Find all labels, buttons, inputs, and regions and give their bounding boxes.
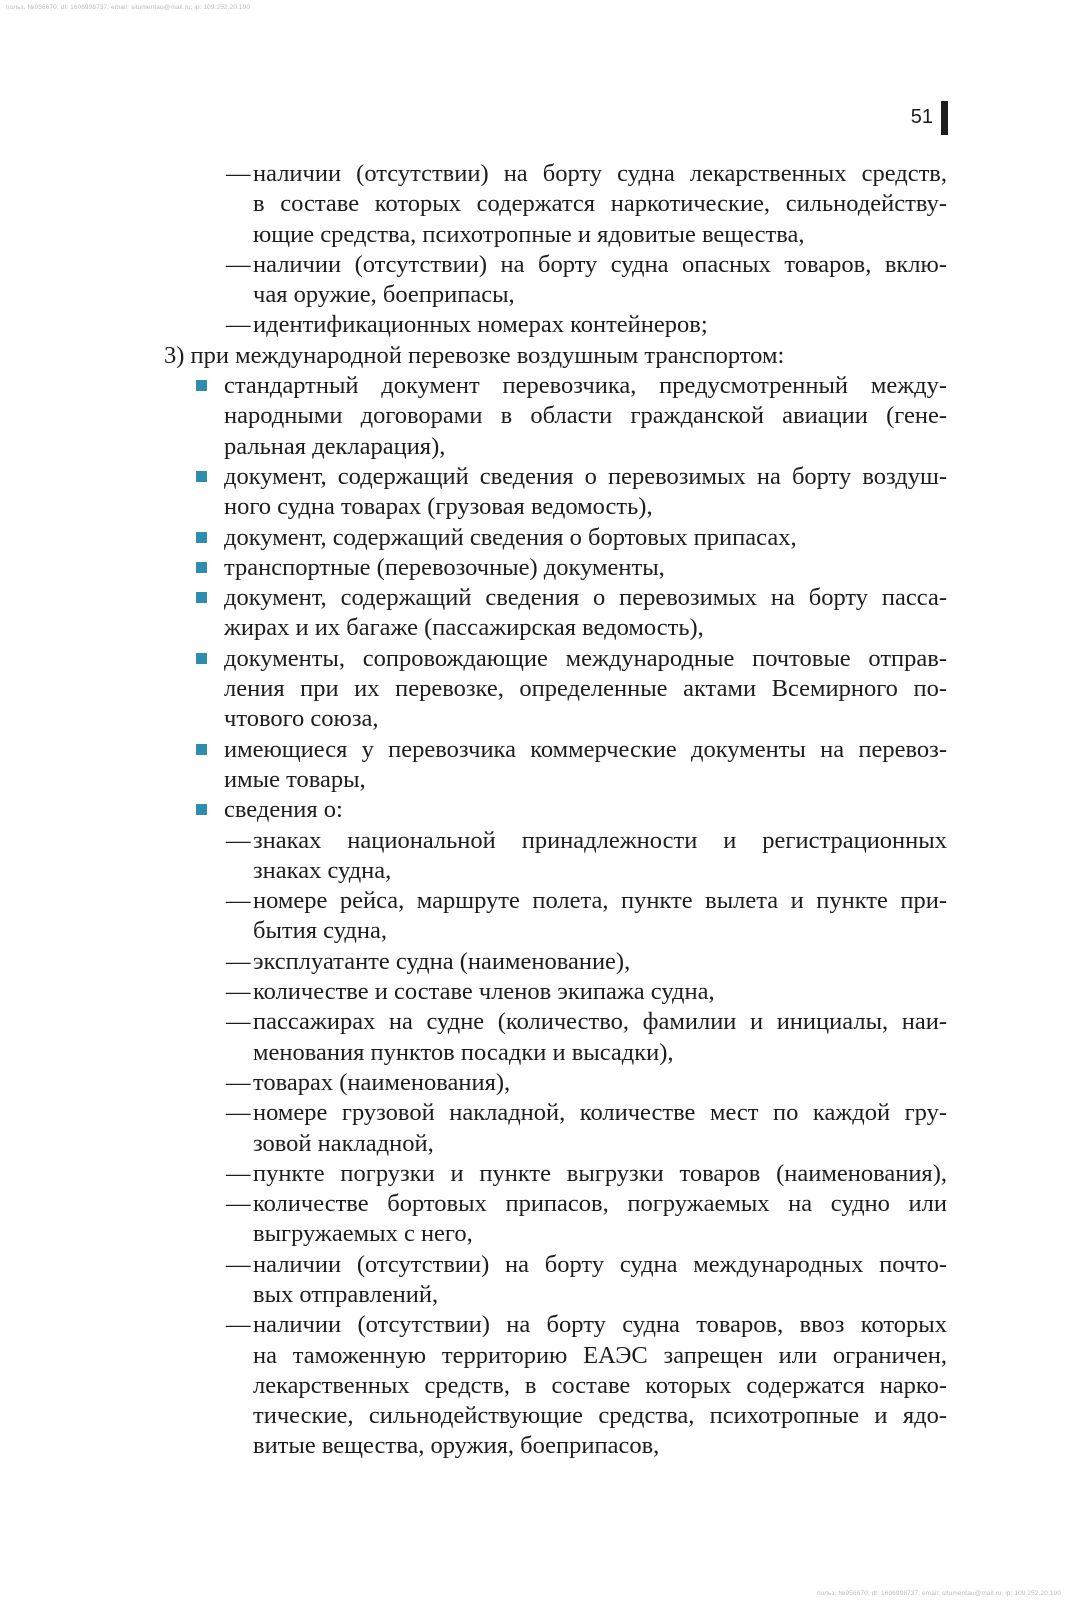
- line-text: товарах (наименования),: [253, 1068, 511, 1096]
- line-text: номере рейса, маршруте полета, пункте вылета и пункте при-: [253, 887, 947, 915]
- line-text: наличии (отсутствии) на борту судна лекарственных средств,: [253, 160, 947, 187]
- text-line: [0, 977, 1067, 1007]
- text-line: [0, 1129, 1067, 1159]
- dash-marker: —: [226, 1159, 251, 1187]
- text-line: [0, 1068, 1067, 1098]
- text-line: [0, 613, 1067, 643]
- text-line: [0, 462, 1067, 492]
- line-text: знаках судна,: [253, 856, 392, 884]
- line-text: стандартный документ перевозчика, предусмотренный между-: [224, 372, 947, 400]
- square-bullet-icon: [196, 744, 207, 755]
- text-line: [0, 189, 1067, 219]
- dash-marker: —: [226, 1008, 251, 1036]
- text-line: [0, 401, 1067, 431]
- text-line: [0, 1431, 1067, 1461]
- text-line: [0, 1401, 1067, 1431]
- text-line: [0, 765, 1067, 795]
- text-line: [0, 1007, 1067, 1037]
- square-bullet-icon: [196, 592, 207, 603]
- text-line: [0, 916, 1067, 946]
- text-line: [0, 947, 1067, 977]
- dash-marker: —: [226, 311, 251, 339]
- text-line: [0, 159, 1067, 189]
- text-line: [0, 1159, 1067, 1189]
- line-text: чая оружие, боеприпасы,: [253, 281, 515, 309]
- text-line: [0, 856, 1067, 886]
- text-line: [0, 1310, 1067, 1340]
- square-bullet-icon: [196, 380, 207, 391]
- line-text: зовой накладной,: [253, 1129, 434, 1157]
- page-body: [0, 159, 1067, 1462]
- dash-marker: —: [226, 1250, 251, 1278]
- line-text: ления при их перевозке, определенные актами Всемирного по-: [224, 675, 947, 703]
- page-number: 51: [910, 106, 933, 128]
- line-text: выгружаемых с него,: [253, 1220, 473, 1248]
- text-line: [0, 432, 1067, 462]
- line-text: бытия судна,: [253, 917, 387, 945]
- line-text: ющие средства, психотропные и ядовитые вещества,: [253, 220, 805, 248]
- dash-marker: —: [226, 1190, 251, 1218]
- text-line: [0, 310, 1067, 340]
- text-line: [0, 886, 1067, 916]
- text-line: [0, 1341, 1067, 1371]
- line-text: жирах и их багаже (пассажирская ведомость),: [224, 614, 704, 642]
- text-line: [0, 583, 1067, 613]
- text-line: [0, 1219, 1067, 1249]
- dash-marker: —: [226, 826, 251, 854]
- dash-marker: —: [226, 250, 251, 278]
- line-text: в составе которых содержатся наркотические, сильнодейству-: [253, 190, 947, 218]
- line-text: имые товары,: [224, 765, 366, 793]
- text-line: [0, 220, 1067, 250]
- line-text: количестве и составе членов экипажа судна,: [253, 978, 715, 1006]
- line-text: документ, содержащий сведения о бортовых припасах,: [224, 523, 797, 551]
- line-text: пассажирах на судне (количество, фамилии и инициалы, наи-: [253, 1008, 947, 1036]
- dash-marker: —: [226, 160, 251, 187]
- text-line: [0, 250, 1067, 280]
- line-text: номере грузовой накладной, количестве мест по каждой гру-: [253, 1099, 947, 1127]
- dash-marker: —: [226, 1099, 251, 1127]
- dash-marker: —: [226, 887, 251, 915]
- line-text: менования пунктов посадки и высадки),: [253, 1038, 674, 1066]
- text-line: [0, 1038, 1067, 1068]
- text-line: [0, 553, 1067, 583]
- square-bullet-icon: [196, 562, 207, 573]
- line-text: чтового союза,: [224, 705, 379, 733]
- line-text: документы, сопровождающие международные почтовые отправ-: [224, 644, 947, 672]
- text-line: [0, 644, 1067, 674]
- text-line: [0, 341, 1067, 371]
- line-text: ного судна товарах (грузовая ведомость),: [224, 493, 653, 521]
- line-text: количестве бортовых припасов, погружаемых на судно или: [253, 1190, 947, 1218]
- text-line: [0, 1250, 1067, 1280]
- text-line: [0, 1098, 1067, 1128]
- line-text: народными договорами в области гражданской авиации (гене-: [224, 402, 947, 430]
- watermark-bottom: польз. №956670; dt: 1606998737; email: situmentau@mail.ru; ip: 109.252.20.190: [816, 1590, 1061, 1597]
- watermark-top: польз. №956670; dt: 1606998737; email: situmentau@mail.ru; ip: 109.252.20.190: [6, 4, 251, 11]
- line-text: тические, сильнодействующие средства, психотропные и ядо-: [253, 1402, 947, 1430]
- line-text: имеющиеся у перевозчика коммерческие документы на перевоз-: [224, 735, 947, 763]
- square-bullet-icon: [196, 532, 207, 543]
- text-line: [0, 1189, 1067, 1219]
- line-text: наличии (отсутствии) на борту судна международных почто-: [253, 1250, 947, 1278]
- line-text: идентификационных номерах контейнеров;: [253, 311, 708, 339]
- line-text: вых отправлений,: [253, 1280, 439, 1308]
- dash-marker: —: [226, 1068, 251, 1096]
- line-text: пункте погрузки и пункте выгрузки товаров (наименования),: [253, 1159, 947, 1187]
- line-text: витые вещества, оружия, боеприпасов,: [253, 1432, 660, 1460]
- line-text: наличии (отсутствии) на борту судна опасных товаров, вклю-: [253, 250, 947, 278]
- square-bullet-icon: [196, 653, 207, 664]
- text-line: [0, 1280, 1067, 1310]
- text-line: [0, 280, 1067, 310]
- dash-marker: —: [226, 978, 251, 1006]
- line-text: документ, содержащий сведения о перевозимых на борту пасса-: [224, 584, 947, 612]
- text-line: [0, 371, 1067, 401]
- line-text: знаках национальной принадлежности и регистрационных: [253, 826, 947, 854]
- dash-marker: —: [226, 947, 251, 975]
- line-text: эксплуатанте судна (наименование),: [253, 947, 631, 975]
- dash-marker: —: [226, 1311, 251, 1339]
- page-number-marker: [941, 101, 948, 135]
- line-text: на таможенную территорию ЕАЭС запрещен или ограничен,: [253, 1341, 947, 1369]
- line-text: лекарственных средств, в составе которых содержатся нарко-: [253, 1371, 947, 1399]
- line-text: 3) при международной перевозке воздушным транспортом:: [164, 341, 785, 369]
- text-line: [0, 1371, 1067, 1401]
- text-line: [0, 674, 1067, 704]
- text-line: [0, 826, 1067, 856]
- line-text: документ, содержащий сведения о перевозимых на борту воздуш-: [224, 462, 947, 490]
- line-text: сведения о:: [224, 796, 343, 824]
- line-text: ральная декларация),: [224, 432, 446, 460]
- square-bullet-icon: [196, 471, 207, 482]
- text-line: [0, 492, 1067, 522]
- line-text: транспортные (перевозочные) документы,: [224, 553, 665, 581]
- line-text: наличии (отсутствии) на борту судна товаров, ввоз которых: [253, 1311, 947, 1339]
- text-line: [0, 704, 1067, 734]
- square-bullet-icon: [196, 804, 207, 815]
- text-line: [0, 735, 1067, 765]
- text-line: [0, 795, 1067, 825]
- text-line: [0, 523, 1067, 553]
